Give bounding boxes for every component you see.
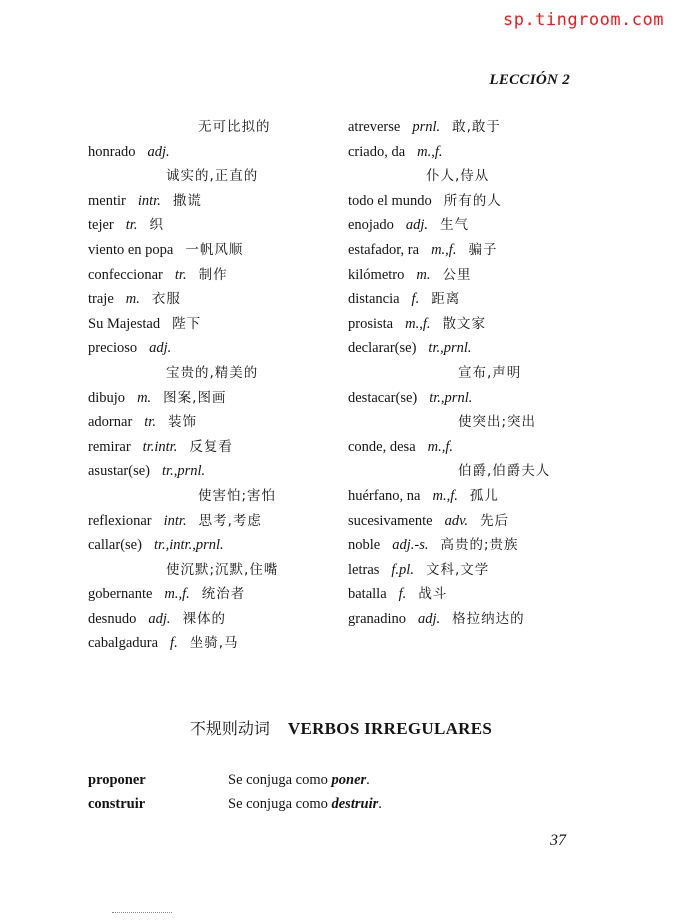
vocab-grammar: adj. [417, 610, 441, 627]
vocab-entry [348, 213, 648, 238]
vocab-translation: 装饰 [167, 414, 197, 431]
vocab-word: reflexionar [88, 512, 152, 529]
verb-end: . [366, 772, 370, 788]
watermark-text: sp.tingroom.com [502, 10, 664, 30]
vocab-entry [88, 410, 348, 435]
vocab-translation: 陛下 [172, 315, 202, 332]
vocab-translation: 统治者 [201, 586, 246, 603]
vocab-grammar: f.pl. [391, 561, 414, 578]
vocab-word: huérfano, na [348, 487, 421, 504]
vocab-word: honrado [88, 143, 136, 160]
vocab-entry [348, 115, 648, 140]
vocab-translation: 战斗 [418, 586, 448, 603]
vocab-entry [88, 509, 348, 534]
vocab-grammar: tr. [125, 217, 138, 234]
page-number: 37 [550, 832, 566, 849]
vocab-entry [348, 189, 648, 214]
vocab-grammar: m. [137, 389, 152, 406]
vocab-translation: 文科,文学 [425, 561, 490, 578]
vocab-translation: 坐骑,马 [189, 635, 239, 652]
vocab-translation: 诚实的,正直的 [166, 168, 259, 185]
vocab-column-right [348, 115, 648, 631]
vocab-grammar: m.,f. [432, 487, 458, 504]
vocab-word: Su Majestad [88, 315, 161, 332]
vocab-entry [88, 435, 348, 460]
vocab-translation: 制作 [198, 266, 228, 283]
vocab-grammar: tr.,prnl. [429, 389, 473, 406]
section-title-es: VERBOS IRREGULARES [287, 719, 493, 738]
vocab-translation: 所有的人 [443, 192, 502, 209]
vocab-word: tejer [88, 217, 114, 234]
vocab-translation: 孤儿 [469, 487, 499, 504]
vocab-word: declarar(se) [348, 340, 417, 357]
vocab-translation-line [348, 164, 648, 189]
vocab-translation: 裸体的 [182, 610, 226, 627]
vocab-grammar: adv. [444, 512, 469, 529]
vocab-entry [348, 287, 648, 312]
vocab-translation: 织 [149, 217, 164, 234]
vocab-translation-line [88, 361, 348, 386]
vocab-entry [88, 189, 348, 214]
vocab-word: atreverse [348, 119, 401, 135]
vocab-word: granadino [348, 610, 406, 627]
section-title [0, 716, 682, 739]
verb-name: construir [88, 796, 146, 812]
vocab-word: cabalgadura [88, 635, 159, 652]
vocab-grammar: adj.-s. [392, 537, 429, 554]
vocab-translation-line [88, 164, 348, 189]
vocab-grammar: adj. [405, 217, 429, 234]
vocab-entry [88, 336, 348, 361]
lesson-header: LECCIÓN 2 [489, 72, 570, 88]
vocab-grammar: intr. [137, 192, 161, 209]
vocab-entry [88, 238, 348, 263]
vocab-grammar: m.,f. [164, 586, 190, 603]
vocab-grammar: m.,f. [431, 241, 457, 258]
vocab-word: criado, da [348, 143, 406, 160]
vocab-entry [348, 607, 648, 632]
vocab-entry [88, 459, 348, 484]
vocab-translation: 使害怕;害怕 [198, 487, 277, 504]
vocab-word: confeccionar [88, 266, 163, 283]
vocab-grammar: tr.,prnl. [162, 463, 206, 480]
vocab-word: gobernante [88, 586, 153, 603]
vocab-translation: 高贵的;贵族 [440, 537, 519, 554]
vocab-grammar: intr. [163, 512, 187, 529]
vocab-translation: 思考,考虑 [198, 512, 262, 529]
vocab-entry [88, 386, 348, 411]
vocab-entry [348, 238, 648, 263]
vocab-entry [348, 386, 648, 411]
verb-row [88, 768, 382, 792]
vocab-word: viento en popa [88, 241, 174, 258]
vocab-entry [348, 263, 648, 288]
vocab-translation: 图案,图画 [163, 389, 227, 406]
vocab-translation: 宣布,声明 [458, 364, 522, 381]
vocab-translation: 生气 [440, 217, 470, 234]
vocab-grammar: tr.intr. [142, 438, 178, 455]
vocab-entry [348, 336, 648, 361]
vocab-word: noble [348, 537, 381, 554]
vocab-translation: 散文家 [442, 315, 486, 332]
vocab-word: remirar [88, 438, 131, 455]
vocab-entry [348, 484, 648, 509]
vocab-entry [88, 263, 348, 288]
vocab-grammar: tr. [174, 266, 187, 283]
vocab-grammar: prnl. [412, 119, 441, 135]
vocab-translation: 使沉默;沉默,住嘴 [166, 561, 279, 578]
vocab-entry [88, 533, 348, 558]
vocab-translation: 无可比拟的 [198, 119, 271, 135]
vocab-entry [348, 533, 648, 558]
vocab-grammar: adj. [148, 610, 171, 627]
vocab-word: conde, desa [348, 438, 416, 455]
vocab-translation: 骗子 [468, 241, 498, 258]
vocab-word: kilómetro [348, 266, 405, 283]
section-title-zh: 不规则动词 [189, 719, 270, 738]
verb-end: . [378, 796, 382, 812]
vocab-grammar: m.,f. [417, 143, 443, 160]
vocab-translation-line [88, 115, 348, 140]
vocab-word: distancia [348, 291, 400, 308]
verb-note: Se conjuga como [228, 796, 332, 812]
vocab-word: asustar(se) [88, 463, 151, 480]
vocab-word: callar(se) [88, 537, 142, 554]
vocab-column-left [88, 115, 348, 656]
vocab-entry [88, 631, 348, 656]
vocab-word: adornar [88, 414, 133, 431]
vocab-grammar: f. [411, 291, 420, 308]
vocab-translation: 敢,敢于 [452, 119, 501, 135]
vocab-word: batalla [348, 586, 387, 603]
vocab-word: todo el mundo [348, 192, 432, 209]
vocab-translation: 反复看 [189, 438, 233, 455]
vocab-entry [88, 607, 348, 632]
vocab-translation: 格拉纳达的 [452, 610, 525, 627]
vocab-word: destacar(se) [348, 389, 418, 406]
vocab-word: desnudo [88, 610, 137, 627]
verb-reference: poner [331, 772, 367, 788]
vocab-word: mentir [88, 192, 126, 209]
vocab-translation: 宝贵的,精美的 [166, 364, 259, 381]
vocab-word: sucesivamente [348, 512, 433, 529]
vocab-entry [88, 287, 348, 312]
vocab-entry [88, 312, 348, 337]
vocab-entry [348, 509, 648, 534]
vocab-translation: 先后 [480, 512, 510, 529]
verb-note: Se conjuga como [228, 772, 332, 788]
vocab-entry [88, 213, 348, 238]
vocab-grammar: tr. [144, 414, 156, 431]
vocab-grammar: tr.,intr.,prnl. [153, 537, 224, 554]
vocab-translation: 使突出;突出 [458, 414, 537, 431]
vocab-word: estafador, ra [348, 241, 420, 258]
vocab-word: traje [88, 291, 114, 308]
vocab-translation: 仆人,侍从 [426, 168, 490, 185]
vocab-grammar: m.,f. [405, 315, 431, 332]
vocab-grammar: f. [398, 586, 407, 603]
vocab-translation-line [348, 410, 648, 435]
vocab-grammar: m. [125, 291, 140, 308]
vocab-entry [348, 140, 648, 165]
vocab-translation-line [88, 484, 348, 509]
vocab-entry [348, 312, 648, 337]
vocab-word: letras [348, 561, 380, 578]
vocab-grammar: tr.,prnl. [428, 340, 472, 357]
verb-reference: destruir [331, 796, 379, 812]
vocab-grammar: m.,f. [427, 438, 454, 455]
vocab-grammar: adj. [147, 143, 170, 160]
vocab-grammar: adj. [149, 340, 172, 357]
vocab-translation: 距离 [431, 291, 461, 308]
vocab-entry [88, 140, 348, 165]
vocab-word: dibujo [88, 389, 126, 406]
vocab-grammar: f. [170, 635, 178, 652]
vocab-word: prosista [348, 315, 394, 332]
vocab-translation-line [88, 558, 348, 583]
vocab-entry [88, 582, 348, 607]
vocab-translation: 衣服 [151, 291, 181, 308]
verb-name: proponer [88, 772, 146, 788]
vocab-grammar: m. [416, 266, 431, 283]
vocab-translation: 一帆风顺 [185, 241, 244, 258]
vocab-word: precioso [88, 340, 138, 357]
scan-specks [112, 912, 172, 915]
irregular-verbs-list [88, 768, 382, 816]
vocab-translation: 伯爵,伯爵夫人 [458, 463, 551, 480]
vocab-word: enojado [348, 217, 394, 234]
vocab-translation-line [348, 459, 648, 484]
vocab-entry [348, 435, 648, 460]
vocab-translation: 撒谎 [172, 192, 202, 209]
verb-row [88, 792, 382, 816]
vocab-entry [348, 558, 648, 583]
vocab-translation: 公里 [442, 266, 472, 283]
vocab-translation-line [348, 361, 648, 386]
vocab-entry [348, 582, 648, 607]
